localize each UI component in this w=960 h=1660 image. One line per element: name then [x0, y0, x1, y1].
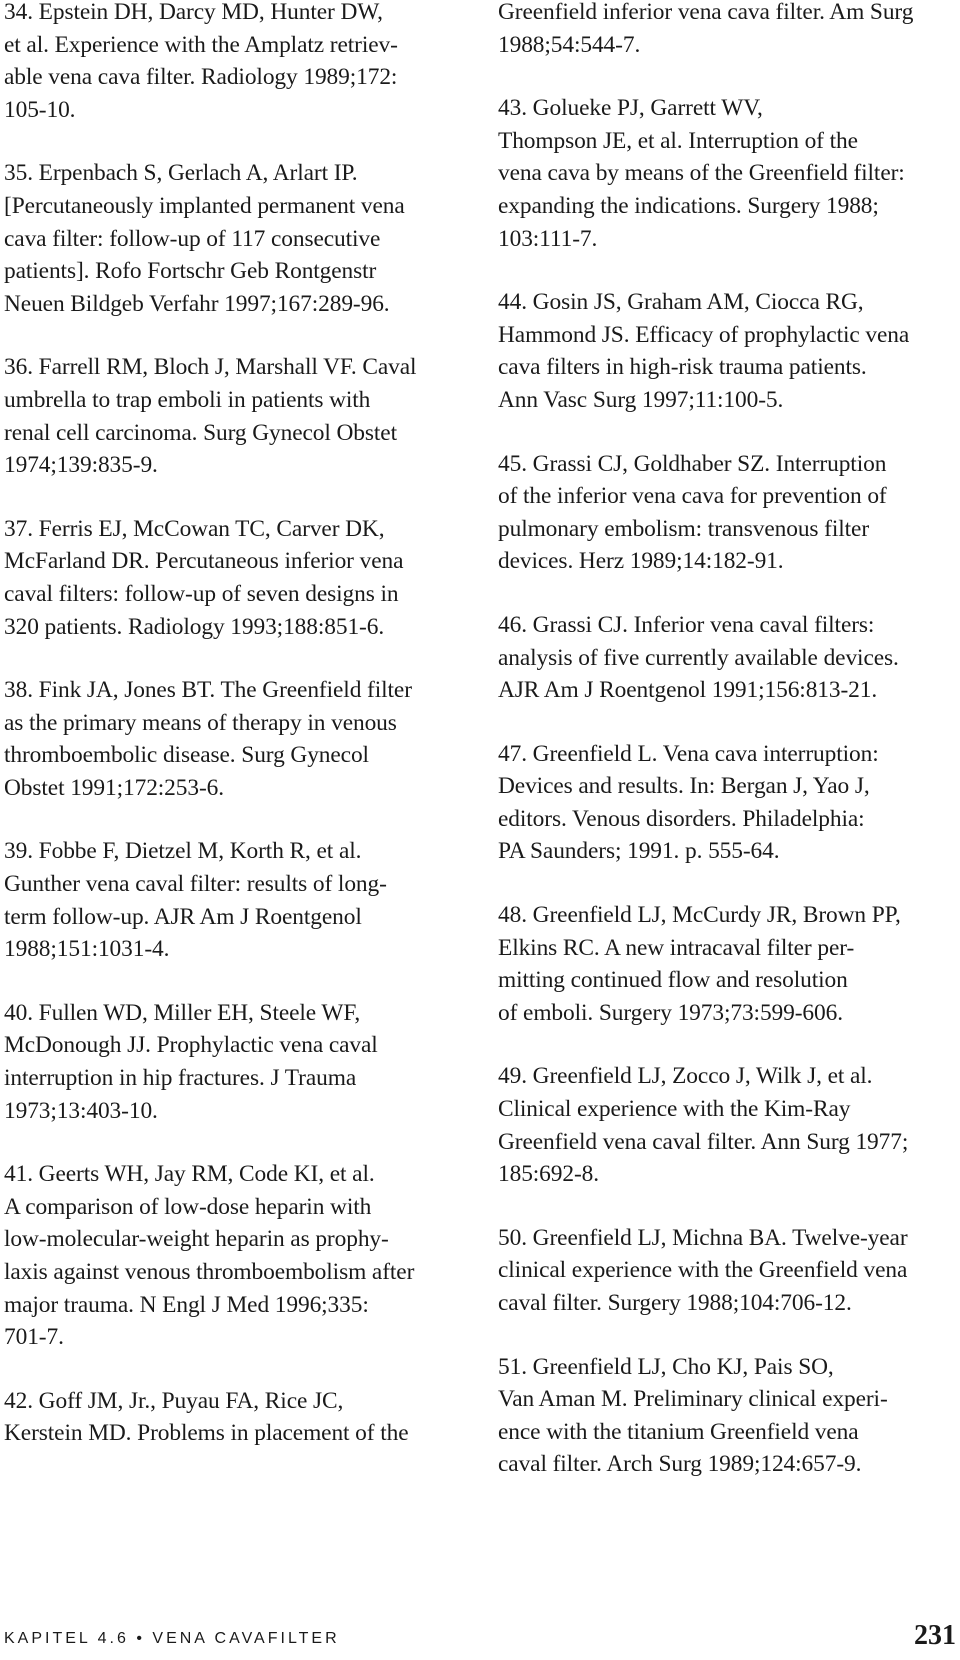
reference-line: 46. Grassi CJ. Inferior vena caval filters:	[498, 611, 875, 638]
reference-line: 51. Greenfield LJ, Cho KJ, Pais SO,	[498, 1353, 834, 1380]
reference-line: 48. Greenfield LJ, McCurdy JR, Brown PP,	[498, 902, 901, 929]
reference-line: McFarland DR. Percutaneous inferior vena	[4, 548, 404, 575]
reference-line: PA Saunders; 1991. p. 555-64.	[498, 838, 780, 865]
reference-line: 45. Grassi CJ, Goldhaber SZ. Interruption	[498, 450, 887, 477]
reference-line: 1974;139:835-9.	[4, 452, 158, 479]
reference-line: et al. Experience with the Amplatz retriev-	[4, 31, 398, 58]
reference-line: Greenfield vena caval filter. Ann Surg 1977;	[498, 1128, 909, 1155]
reference-line: 50. Greenfield LJ, Michna BA. Twelve-year	[498, 1224, 908, 1251]
reference-line: patients]. Rofo Fortschr Geb Rontgenstr	[4, 258, 377, 285]
reference-line: mitting continued flow and resolution	[498, 967, 848, 994]
reference-line: Obstet 1991;172:253-6.	[4, 774, 224, 801]
reference-line: caval filters: follow-up of seven designs in	[4, 580, 399, 607]
reference-line: Kerstein MD. Problems in placement of the	[4, 1420, 409, 1447]
reference-line: laxis against venous thromboembolism after	[4, 1259, 415, 1285]
reference-line: Thompson JE, et al. Interruption of the	[498, 127, 858, 154]
reference-line: term follow-up. AJR Am J Roentgenol	[4, 903, 362, 930]
reference-line: interruption in hip fractures. J Trauma	[4, 1065, 357, 1092]
reference-line: 1988;54:544-7.	[498, 31, 641, 58]
reference-line: 701-7.	[4, 1324, 64, 1351]
reference-line: Van Aman M. Preliminary clinical experi-	[498, 1386, 888, 1413]
reference-line: Hammond JS. Efficacy of prophylactic vena	[498, 321, 910, 348]
reference-47	[498, 738, 958, 868]
references-column-left	[4, 0, 464, 1481]
reference-line: cava filters in high-risk trauma patients.	[498, 354, 867, 381]
reference-line: 38. Fink JA, Jones BT. The Greenfield filter	[4, 677, 412, 704]
reference-line: umbrella to trap emboli in patients with	[4, 386, 371, 413]
reference-35	[4, 157, 464, 320]
reference-line: [Percutaneously implanted permanent vena	[4, 192, 405, 219]
reference-36	[4, 351, 464, 481]
reference-46	[498, 609, 958, 707]
reference-line: Gunther vena caval filter: results of long-	[4, 871, 387, 898]
reference-line: able vena cava filter. Radiology 1989;172:	[4, 64, 398, 91]
reference-line: Neuen Bildgeb Verfahr 1997;167:289-96.	[4, 290, 390, 317]
reference-line: devices. Herz 1989;14:182-91.	[498, 548, 784, 575]
reference-line: 36. Farrell RM, Bloch J, Marshall VF. Caval	[4, 354, 417, 381]
reference-45	[498, 448, 958, 578]
reference-line: 1988;151:1031-4.	[4, 936, 170, 963]
reference-line: 1973;13:403-10.	[4, 1097, 158, 1124]
references-column-right	[498, 0, 958, 1512]
reference-line: clinical experience with the Greenfield vena	[498, 1257, 908, 1284]
reference-44	[498, 286, 958, 416]
page-number: 231	[914, 1620, 956, 1651]
reference-line: 44. Gosin JS, Graham AM, Ciocca RG,	[498, 289, 864, 316]
reference-34	[4, 0, 464, 126]
reference-line: of emboli. Surgery 1973;73:599-606.	[498, 999, 843, 1026]
reference-line: 185:692-8.	[498, 1161, 600, 1188]
reference-51	[498, 1351, 958, 1481]
reference-line: 49. Greenfield LJ, Zocco J, Wilk J, et al.	[498, 1063, 873, 1090]
reference-line: expanding the indications. Surgery 1988;	[498, 192, 879, 219]
reference-line: 43. Golueke PJ, Garrett WV,	[498, 95, 763, 122]
reference-line: 34. Epstein DH, Darcy MD, Hunter DW,	[4, 0, 383, 25]
reference-line: 35. Erpenbach S, Gerlach A, Arlart IP.	[4, 160, 358, 187]
reference-line: Ann Vasc Surg 1997;11:100-5.	[498, 386, 784, 413]
reference-line: 103:111-7.	[498, 225, 598, 252]
reference-line: pulmonary embolism: transvenous filter	[498, 515, 870, 542]
reference-line: low-molecular-weight heparin as prophy-	[4, 1226, 389, 1253]
reference-line: of the inferior vena cava for prevention of	[498, 483, 887, 510]
reference-line: 320 patients. Radiology 1993;188:851-6.	[4, 613, 385, 640]
reference-49	[498, 1060, 958, 1190]
reference-line: caval filter. Surgery 1988;104:706-12.	[498, 1290, 852, 1316]
reference-line: A comparison of low-dose heparin with	[4, 1193, 372, 1220]
reference-line: editors. Venous disorders. Philadelphia:	[498, 805, 865, 832]
reference-line: renal cell carcinoma. Surg Gynecol Obstet	[4, 419, 397, 446]
reference-line: Elkins RC. A new intracaval filter per-	[498, 934, 855, 961]
reference-line: ence with the titanium Greenfield vena	[498, 1418, 859, 1445]
reference-line: vena cava by means of the Greenfield filter:	[498, 160, 905, 187]
reference-line: caval filter. Arch Surg 1989;124:657-9.	[498, 1451, 862, 1478]
reference-line: 42. Goff JM, Jr., Puyau FA, Rice JC,	[4, 1387, 344, 1414]
reference-line: 105-10.	[4, 96, 76, 123]
reference-line: 41. Geerts WH, Jay RM, Code KI, et al.	[4, 1161, 375, 1188]
reference-41	[4, 1158, 464, 1354]
reference-43	[498, 92, 958, 255]
reference-line: Greenfield inferior vena cava filter. Am Surg	[498, 0, 914, 25]
reference-line: 47. Greenfield L. Vena cava interruption:	[498, 740, 879, 767]
reference-line: analysis of five currently available devices.	[498, 644, 899, 671]
reference-line: thromboembolic disease. Surg Gynecol	[4, 742, 369, 769]
reference-39	[4, 835, 464, 965]
reference-line: AJR Am J Roentgenol 1991;156:813-21.	[498, 677, 878, 704]
reference-42	[4, 1385, 464, 1450]
reference-line: 37. Ferris EJ, McCowan TC, Carver DK,	[4, 515, 385, 542]
reference-42-continued	[498, 0, 958, 61]
running-footer-title: KAPITEL 4.6 • VENA CAVAFILTER	[4, 1630, 340, 1647]
reference-line: cava filter: follow-up of 117 consecutive	[4, 225, 381, 252]
reference-37	[4, 513, 464, 643]
reference-line: Clinical experience with the Kim-Ray	[498, 1096, 851, 1123]
reference-line: 40. Fullen WD, Miller EH, Steele WF,	[4, 999, 361, 1026]
reference-40	[4, 997, 464, 1127]
reference-38	[4, 674, 464, 804]
reference-line: McDonough JJ. Prophylactic vena caval	[4, 1032, 378, 1059]
reference-48	[498, 899, 958, 1029]
reference-line: 39. Fobbe F, Dietzel M, Korth R, et al.	[4, 838, 362, 865]
reference-line: major trauma. N Engl J Med 1996;335:	[4, 1291, 369, 1318]
reference-50	[498, 1222, 958, 1320]
reference-line: as the primary means of therapy in venous	[4, 709, 397, 736]
reference-line: Devices and results. In: Bergan J, Yao J,	[498, 773, 870, 800]
